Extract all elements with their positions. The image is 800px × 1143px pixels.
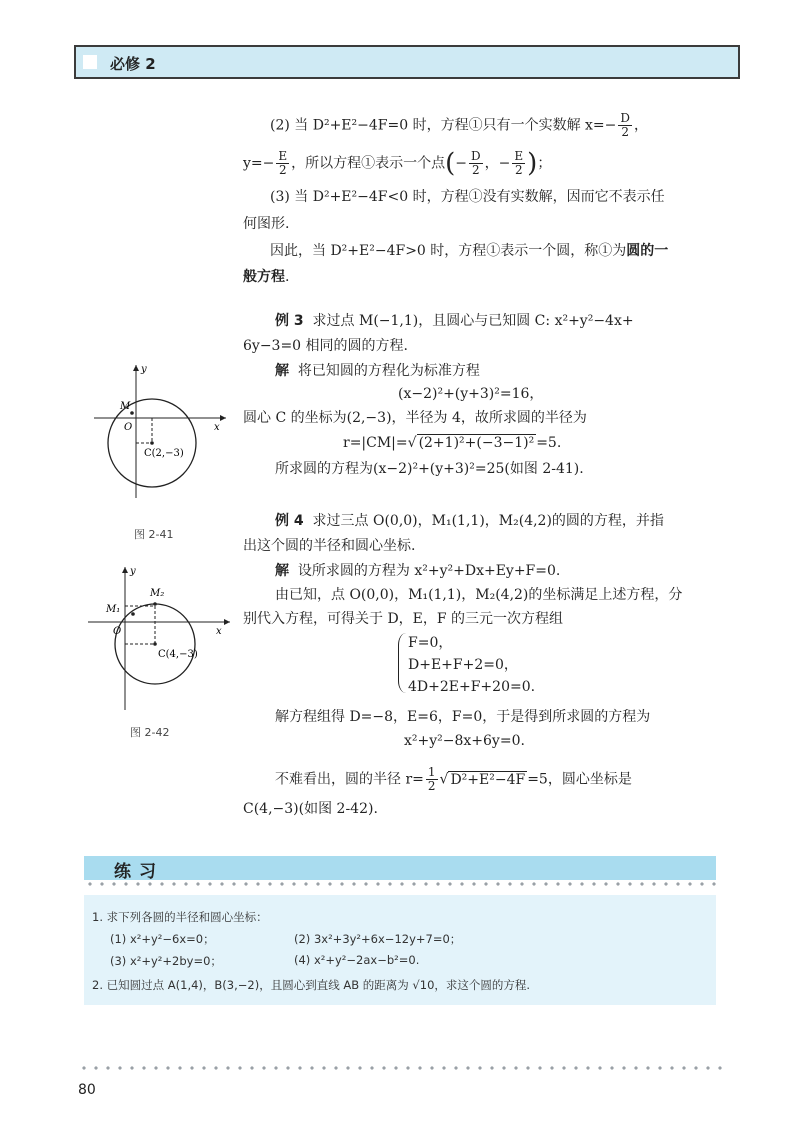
figure-2-41-caption: 图 2-41 (134, 528, 174, 541)
x-axis-arrow-icon (220, 415, 226, 421)
header-title: 必修 2 (110, 55, 156, 73)
point-m1 (131, 612, 135, 616)
case3-line2: 何图形. (243, 216, 290, 232)
origin-label: O (124, 422, 133, 433)
figure-2-42 (80, 562, 240, 712)
exercise-title-bar (84, 856, 716, 880)
exercise-title: 练习 (114, 862, 164, 882)
x-label: x (216, 626, 222, 637)
m-label: M (120, 401, 131, 412)
case2-line1: (2) 当 D²+E²−4F=0 时，方程①只有一个实数解 x=− $\frac{D}{2}$ ， (270, 111, 649, 139)
ex3-solution-line1: 解 将已知圆的方程化为标准方程 (275, 363, 480, 379)
x-label: x (214, 422, 220, 433)
ex3-question-line1: 例 3 求过点 M(−1,1)，且圆心与已知圆 C: x²+y²−4x+ (275, 313, 634, 329)
system-eq1: F=0， (408, 635, 453, 651)
ex3-solution-line2: (x−2)²+(y+3)²=16， (398, 386, 544, 402)
chapter-header (74, 45, 740, 79)
page-number: 80 (78, 1082, 96, 1098)
m1-label: M₁ (106, 604, 121, 615)
x-axis-arrow-icon (224, 619, 230, 625)
ex4-question-line2: 出这个圆的半径和圆心坐标. (243, 538, 416, 554)
m2-label: M₂ (150, 588, 165, 599)
case2-line2: y=− $\frac{E}{2}$ ，所以方程①表示一个点(− $\frac{D}{2}$ ，− $\frac{E}{2}$ )； (243, 148, 552, 179)
ex4-solution-line2: 由已知，点 O(0,0)，M₁(1,1)，M₂(4,2)的坐标满足上述方程，分 (275, 587, 683, 603)
ex4-question-line1: 例 4 求过三点 O(0,0)，M₁(1,1)，M₂(4,2)的圆的方程，并指 (275, 513, 664, 529)
exercise-item-1-4: (4) x²+y²−2ax−b²=0. (294, 953, 420, 967)
y-axis-arrow-icon (122, 567, 128, 573)
exercise-item-2: 2. 已知圆过点 A(1,4)，B(3,−2)，且圆心到直线 AB 的距离为 √10，求这个圆的方程. (92, 978, 531, 992)
system-eq2: D+E+F+2=0， (408, 657, 518, 673)
ex3-question-line2: 6y−3=0 相同的圆的方程. (243, 338, 408, 354)
system-eq3: 4D+2E+F+20=0. (408, 679, 536, 695)
header-square-icon (83, 55, 97, 69)
point-m (130, 411, 134, 415)
figure-2-41 (86, 360, 236, 500)
center-label: C(4,−3) (158, 649, 198, 660)
exercise-item-1-2: (2) 3x²+3y²+6x−12y+7=0； (294, 932, 462, 946)
center-point (150, 441, 154, 445)
system-brace (398, 633, 407, 693)
ex4-solution-line1: 解 设所求圆的方程为 x²+y²+Dx+Ey+F=0. (275, 563, 561, 579)
exercise-item-1: 1. 求下列各圆的半径和圆心坐标： (92, 910, 268, 924)
conclusion-line1: 因此，当 D²+E²−4F>0 时，方程①表示一个圆，称①为圆的一 (270, 243, 669, 259)
ex3-solution-line4: r=|CM|=√ (2+1)²+(−3−1)² =5. (343, 435, 562, 451)
ex4-solution-line5: x²+y²−8x+6y=0. (404, 733, 525, 749)
ex4-solution-line7: C(4,−3)(如图 2-42). (243, 801, 378, 817)
ex4-solution-line6: 不难看出，圆的半径 r= $\frac{1}{2}$ √ D²+E²−4F =5，圆心坐标是 (275, 765, 632, 793)
exercise-box (84, 895, 716, 1005)
figure-2-42-caption: 图 2-42 (130, 726, 170, 739)
point-m2 (153, 602, 157, 606)
exercise-item-1-1: (1) x²+y²−6x=0； (110, 932, 215, 946)
y-label: y (130, 566, 136, 577)
exercise-item-1-3: (3) x²+y²+2by=0； (110, 954, 222, 968)
center-label: C(2,−3) (144, 448, 184, 459)
origin-label: O (113, 626, 122, 637)
ex4-solution-line3: 别代入方程，可得关于 D，E，F 的三元一次方程组 (243, 611, 564, 627)
case3-line1: (3) 当 D²+E²−4F<0 时，方程①没有实数解，因而它不表示任 (270, 189, 665, 205)
ex4-solution-line4: 解方程组得 D=−8，E=6，F=0，于是得到所求圆的方程为 (275, 709, 651, 725)
ex3-solution-line3: 圆心 C 的坐标为(2,−3)，半径为 4，故所求圆的半径为 (243, 410, 587, 426)
footer-dotted-divider (78, 1066, 728, 1070)
ex3-solution-line5: 所求圆的方程为(x−2)²+(y+3)²=25(如图 2-41). (275, 461, 584, 477)
center-point (153, 642, 157, 646)
conclusion-line2: 般方程. (243, 269, 290, 285)
y-axis-arrow-icon (133, 365, 139, 371)
dotted-divider (84, 882, 716, 886)
y-label: y (141, 364, 147, 375)
